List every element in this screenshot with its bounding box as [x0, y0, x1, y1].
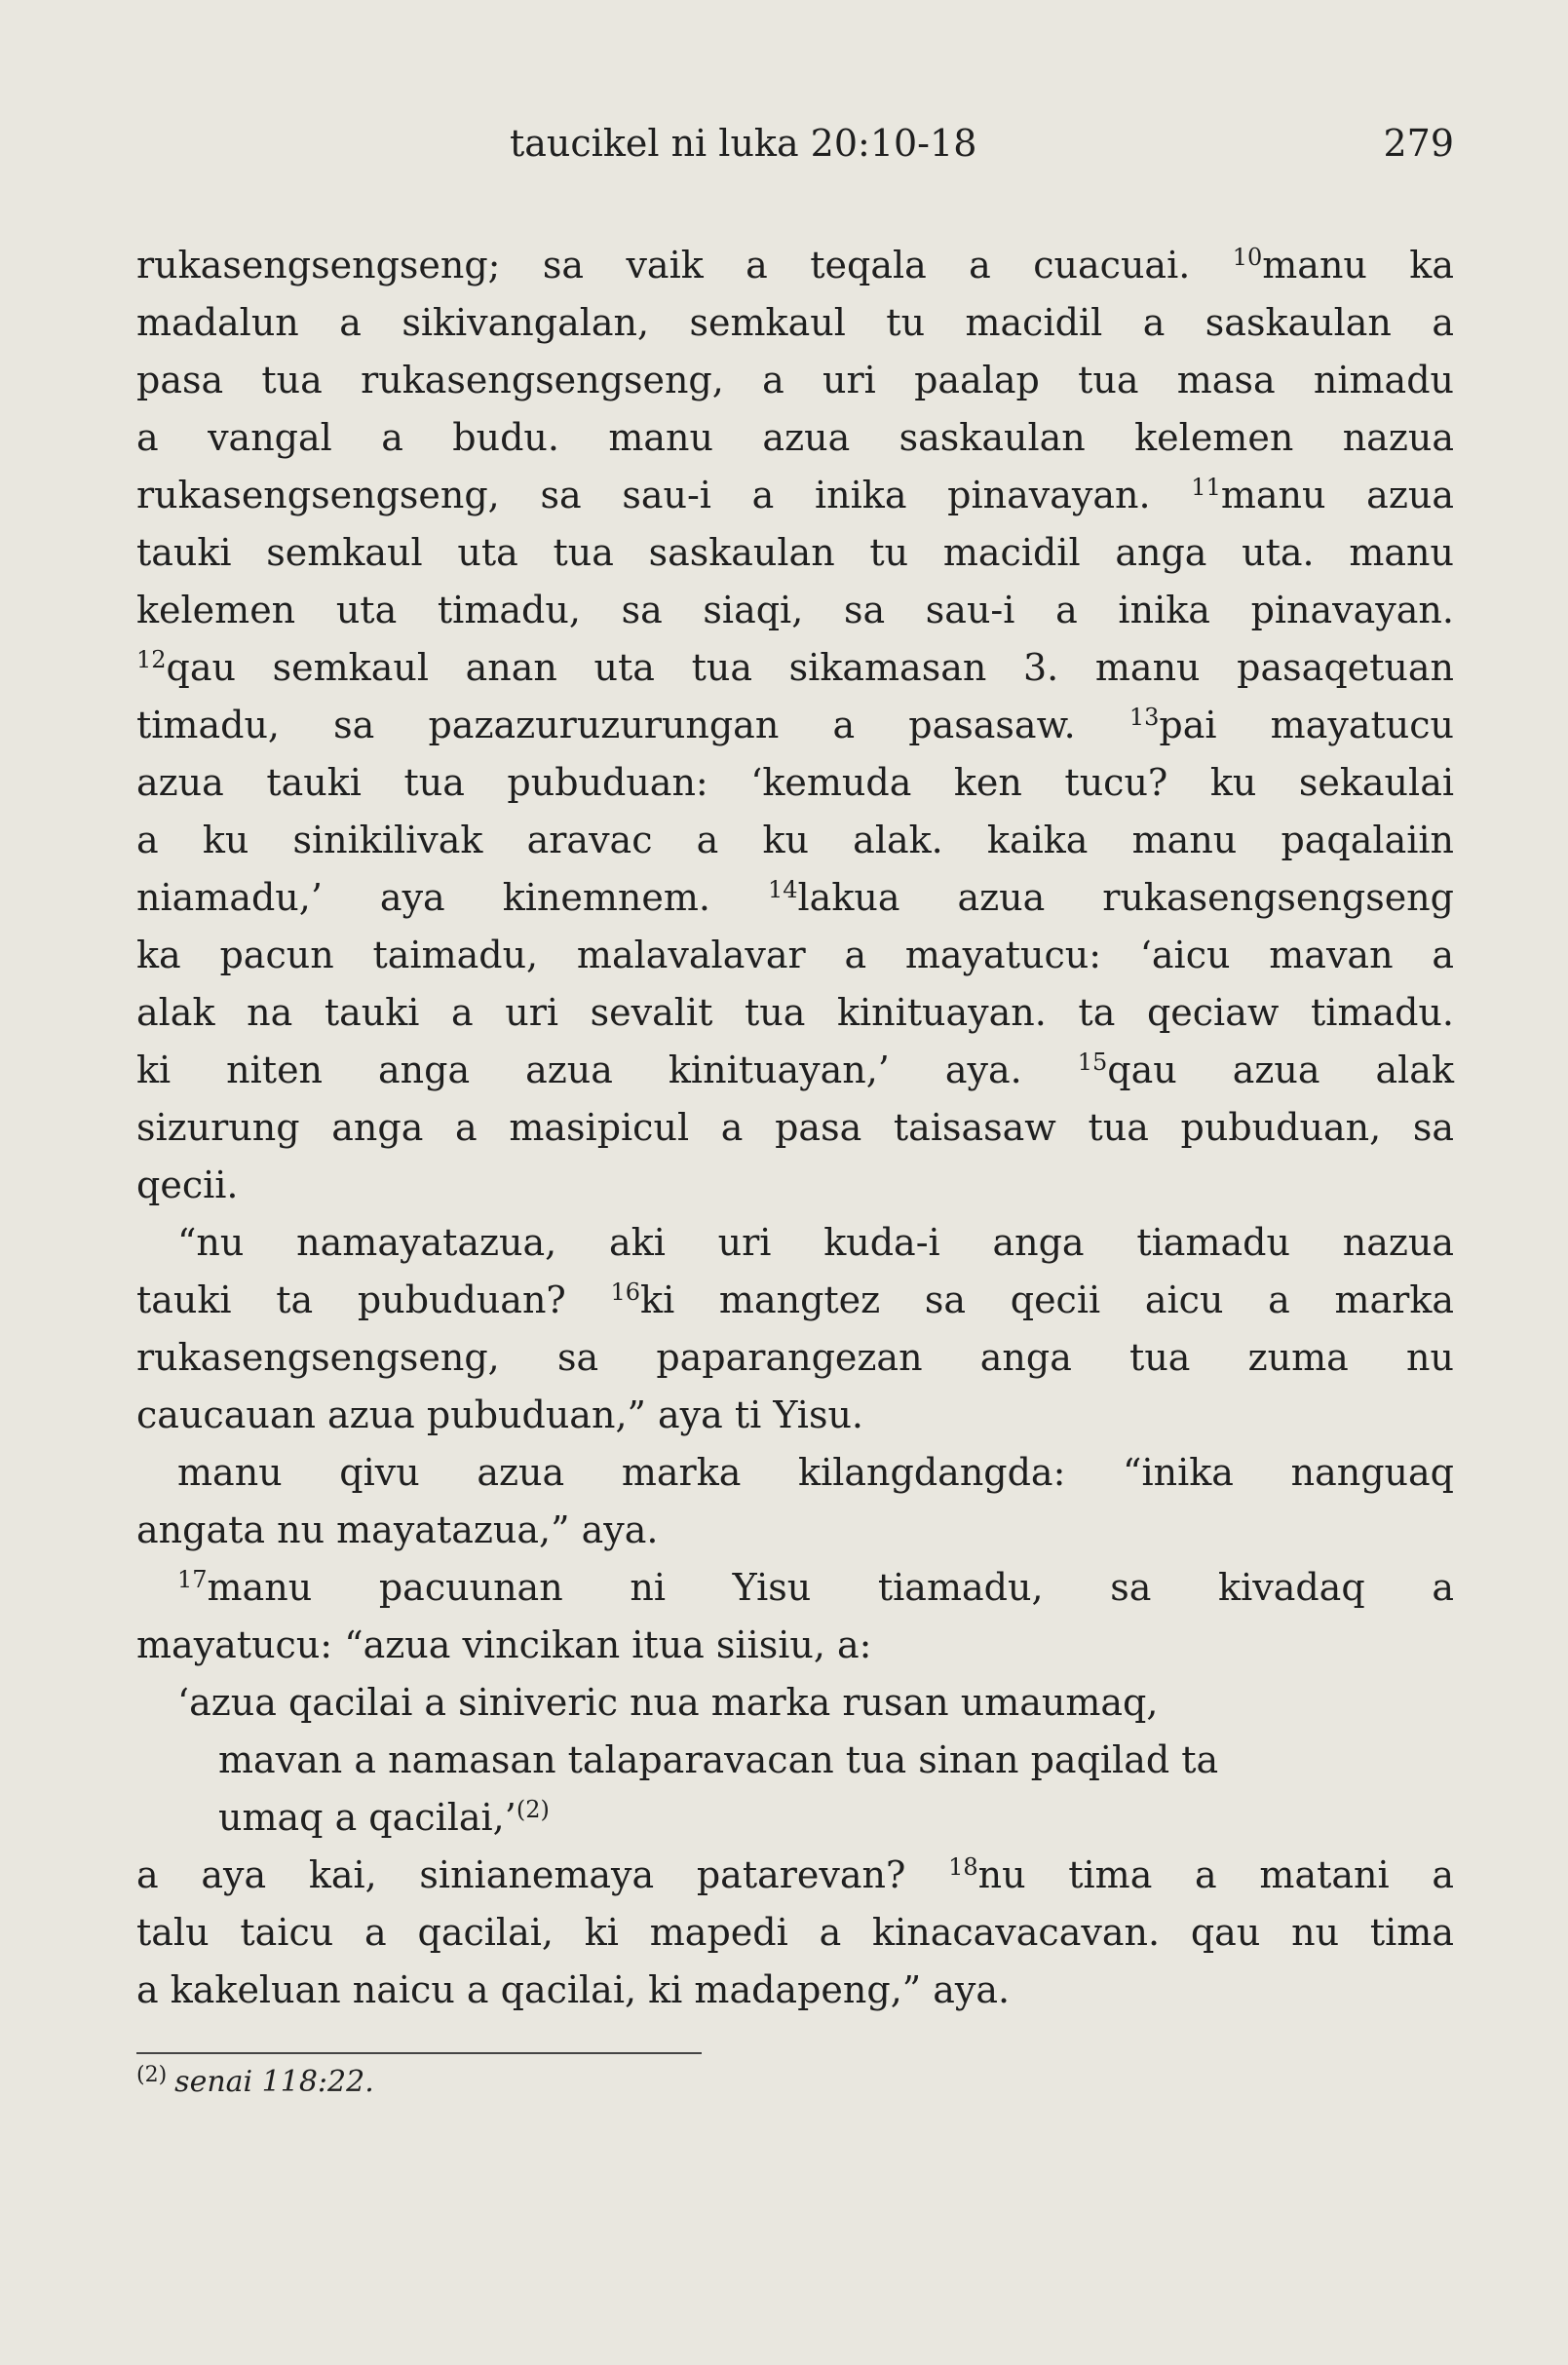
- footnote-marker: (2): [136, 2063, 168, 2087]
- line-text-continued: manu pacuunan ni Yisu tiamadu, sa kivadaq a: [207, 1566, 1454, 1609]
- text-line: [136, 1444, 1454, 1502]
- text-line: [136, 754, 1454, 812]
- line-text: tauki ta pubuduan?: [136, 1278, 611, 1321]
- line-text-continued: manu azua: [1220, 474, 1454, 516]
- line-text-continued: pai mayatucu: [1159, 704, 1454, 746]
- verse-number: 12: [136, 646, 167, 673]
- line-text: angata nu mayatazua,” aya.: [136, 1508, 659, 1551]
- line-text: timadu, sa pazazuruzurungan a pasasaw.: [136, 704, 1129, 746]
- line-text: mayatucu: “azua vincikan itua siisiu, a:: [136, 1623, 872, 1666]
- text-line: [136, 927, 1454, 984]
- text-line: [136, 237, 1454, 294]
- verse-number: 16: [610, 1278, 641, 1306]
- line-text: niamadu,’ aya kinemnem.: [136, 876, 768, 919]
- line-text: manu qivu azua marka kilangdangda: “inika nanguaq: [177, 1451, 1454, 1494]
- line-text: kelemen uta timadu, sa siaqi, sa sau-i a inika pinavayan.: [136, 589, 1454, 631]
- running-head-title: taucikel ni luka 20:10-18: [510, 122, 977, 165]
- text-line: [136, 1272, 1454, 1329]
- line-text: ‘azua qacilai a siniveric nua marka rusan umaumaq,: [177, 1681, 1159, 1724]
- verse-number: 18: [948, 1853, 978, 1881]
- line-text-continued: ki mangtez sa qecii aicu a marka: [640, 1278, 1454, 1321]
- line-text-continued: manu ka: [1262, 244, 1454, 286]
- text-line: [136, 1962, 1454, 2019]
- text-line: [136, 524, 1454, 582]
- line-text: talu taicu a qacilai, ki mapedi a kinacavacavan. qau nu tima: [136, 1911, 1454, 1954]
- verse-number: 14: [767, 876, 798, 903]
- line-text: a aya kai, sinianemaya patarevan?: [136, 1853, 949, 1896]
- text-line: [136, 1214, 1454, 1272]
- text-line: [136, 1789, 1454, 1847]
- text-line: [136, 1674, 1454, 1732]
- text-line: [136, 1904, 1454, 1962]
- line-text: azua tauki tua pubuduan: ‘kemuda ken tucu? ku sekaulai: [136, 761, 1454, 804]
- line-text: rukasengsengseng, sa sau-i a inika pinavayan.: [136, 474, 1192, 516]
- text-line: [136, 294, 1454, 352]
- line-text: “nu namayatazua, aki uri kuda-i anga tiamadu nazua: [177, 1221, 1454, 1264]
- text-line: [136, 984, 1454, 1042]
- text-line: [136, 1732, 1454, 1789]
- text-line: [136, 869, 1454, 927]
- text-line: [136, 639, 1454, 697]
- text-line: [136, 352, 1454, 409]
- line-text: caucauan azua pubuduan,” aya ti Yisu.: [136, 1393, 864, 1436]
- text-line: [136, 1559, 1454, 1617]
- line-text: qecii.: [136, 1163, 239, 1206]
- text-line: [136, 1042, 1454, 1099]
- text-line: [136, 1502, 1454, 1559]
- running-head: [136, 122, 1454, 180]
- text-line: [136, 409, 1454, 467]
- line-text: a ku sinikilivak aravac a ku alak. kaika manu paqalaiin: [136, 819, 1454, 861]
- text-line: [136, 1099, 1454, 1157]
- main-text: [136, 237, 1454, 2019]
- text-line: [136, 1847, 1454, 1904]
- text-line: [136, 467, 1454, 524]
- text-line: [136, 1329, 1454, 1387]
- text-line: [136, 1617, 1454, 1674]
- footnote-divider: [136, 2052, 702, 2054]
- verse-number: (2): [516, 1796, 550, 1823]
- text-line: [136, 812, 1454, 869]
- line-text: alak na tauki a uri sevalit tua kinituayan. ta qeciaw timadu.: [136, 991, 1454, 1034]
- text-line: [136, 1157, 1454, 1214]
- line-text: umaq a qacilai,’: [218, 1796, 516, 1839]
- line-text: rukasengsengseng; sa vaik a teqala a cuacuai.: [136, 244, 1233, 286]
- line-text: madalun a sikivangalan, semkaul tu macidil a saskaulan a: [136, 301, 1454, 344]
- line-text: ka pacun taimadu, malavalavar a mayatucu: ‘aicu mavan a: [136, 934, 1454, 976]
- line-text: tauki semkaul uta tua saskaulan tu macidil anga uta. manu: [136, 531, 1454, 574]
- line-text: mavan a namasan talaparavacan tua sinan paqilad ta: [218, 1738, 1219, 1781]
- text-line: [136, 582, 1454, 639]
- footnote-text: senai 118:22.: [174, 2065, 374, 2099]
- verse-number: 17: [177, 1566, 208, 1593]
- line-text-continued: nu tima a matani a: [977, 1853, 1454, 1896]
- line-text: a kakeluan naicu a qacilai, ki madapeng,” aya.: [136, 1968, 1011, 2011]
- text-line: [136, 1387, 1454, 1444]
- line-text-continued: qau azua alak: [1107, 1049, 1454, 1091]
- line-text: ki niten anga azua kinituayan,’ aya.: [136, 1049, 1078, 1091]
- line-text-continued: lakua azua rukasengsengseng: [797, 876, 1454, 919]
- verse-number: 15: [1077, 1049, 1108, 1076]
- line-text: a vangal a budu. manu azua saskaulan kelemen nazua: [136, 416, 1454, 459]
- line-text: pasa tua rukasengsengseng, a uri paalap tua masa nimadu: [136, 359, 1454, 401]
- footnote: [136, 2063, 374, 2099]
- line-text-continued: qau semkaul anan uta tua sikamasan 3. manu pasaqetuan: [166, 646, 1454, 689]
- text-line: [136, 697, 1454, 754]
- line-text: sizurung anga a masipicul a pasa taisasaw tua pubuduan, sa: [136, 1106, 1454, 1149]
- line-text: rukasengsengseng, sa paparangezan anga tua zuma nu: [136, 1336, 1454, 1379]
- page-number: 279: [1383, 122, 1454, 165]
- verse-number: 10: [1232, 244, 1263, 271]
- verse-number: 13: [1128, 704, 1160, 731]
- verse-number: 11: [1191, 474, 1221, 501]
